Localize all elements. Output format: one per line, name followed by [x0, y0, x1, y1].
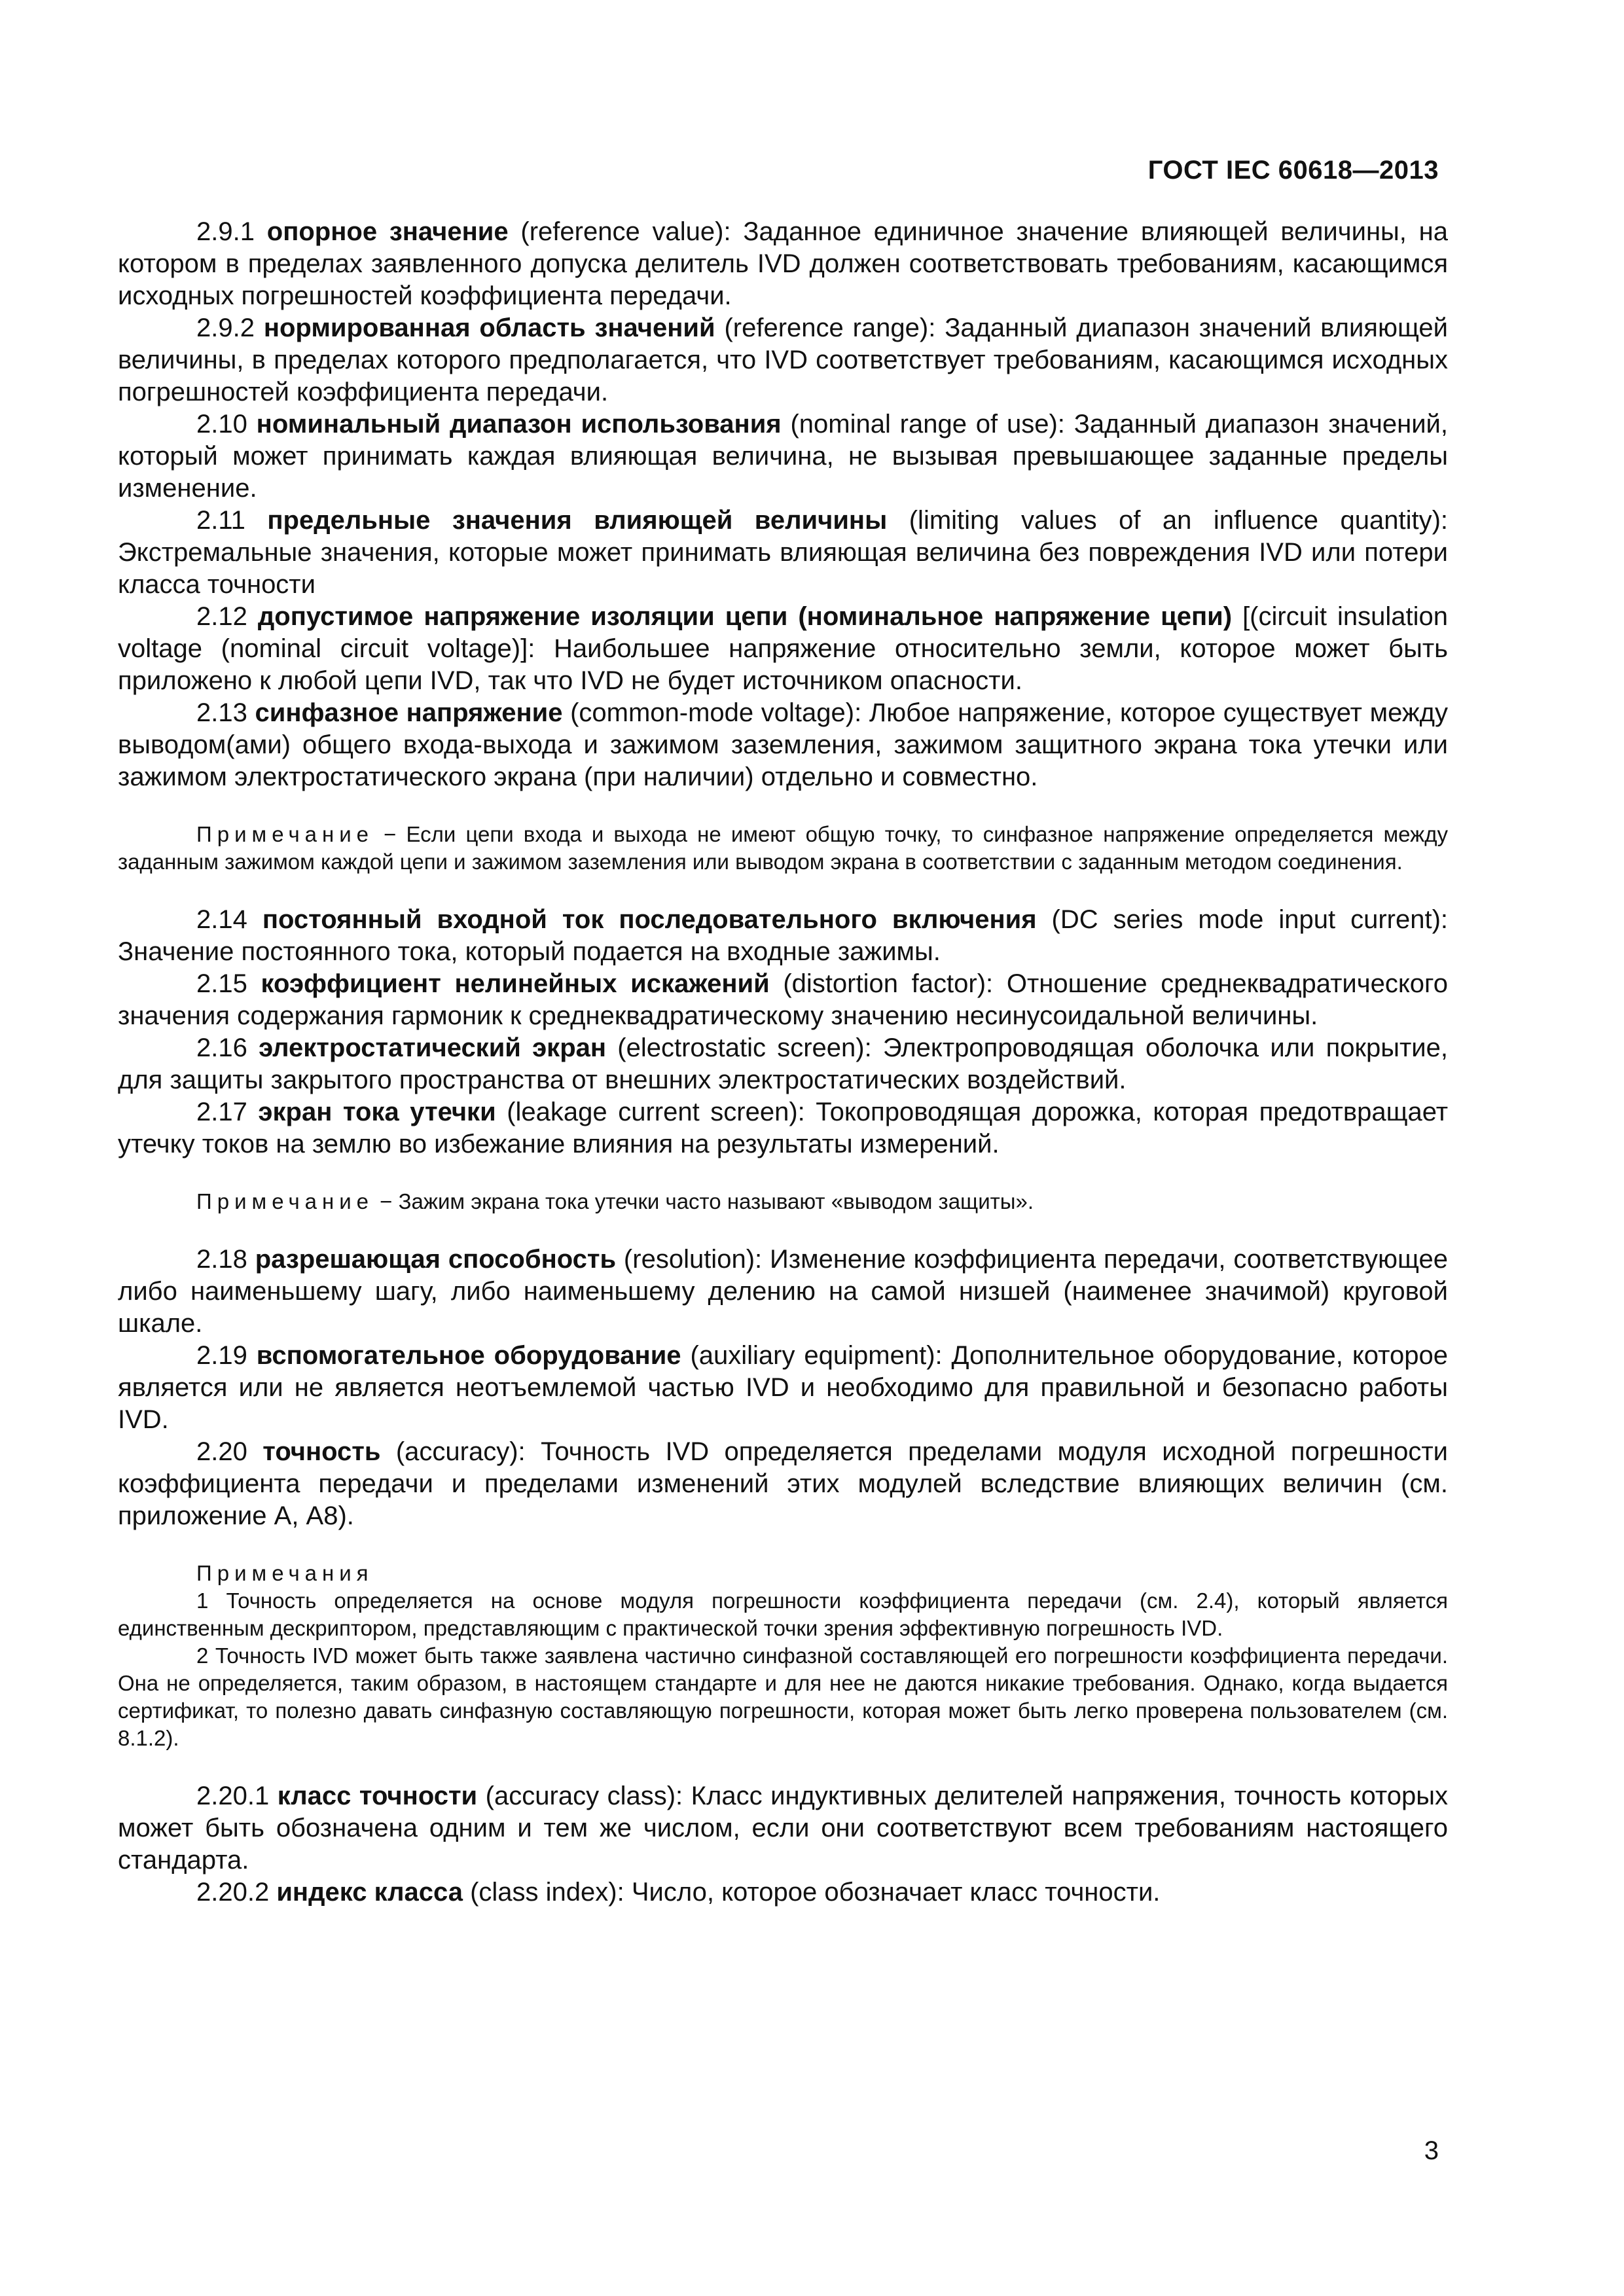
- clause-number: 2.11: [196, 506, 268, 535]
- definition: (class index): Число, которое обозначает класс точности.: [462, 1878, 1161, 1907]
- definition: (reference value): Заданное единичное значение влияющей величины, на котором в пределах заявленного допуска делитель IVD должен соответствовать требованиям, касающимся исходных погрешностей коэффициента передачи.: [118, 217, 1449, 310]
- definition: (auxiliary equipment): Дополнительное оборудование, которое является или не является неотъемлемой частью IVD и необходимо для правильной и безопасно работы IVD.: [118, 1341, 1448, 1434]
- definition: (distortion factor): Отношение среднеквадратического значения содержания гармоник к среднеквадратическому значению несинусоидальной величины.: [118, 969, 1449, 1030]
- definition: (accuracy): Точность IVD определяется пределами модуля исходной погрешности коэффициента передачи и пределами изменений этих модулей вследствие влияющих величин (см. приложение А, А8).: [118, 1437, 1448, 1530]
- clause-number: 2.20: [196, 1437, 263, 1466]
- definition: (leakage current screen): Токопроводящая дорожка, которая предотвращает утечку токов на землю во избежание влияния на результаты измерений.: [118, 1098, 1449, 1158]
- clause-number: 2.9.2: [196, 314, 264, 342]
- note-text: − Зажим экрана тока утечки часто называют «выводом защиты».: [374, 1189, 1034, 1213]
- definition: (reference range): Заданный диапазон значений влияющей величины, в пределах которого предполагается, что IVD соответствует требованиям, касающимся исходных погрешностей коэффициента передачи.: [118, 314, 1448, 406]
- definition: (accuracy class): Класс индуктивных делителей напряжения, точность которых может быть обозначена одним и тем же числом, если они соответствуют всем требованиям настоящего стандарта.: [118, 1782, 1449, 1874]
- document-header: ГОСТ IEC 60618—2013: [1147, 156, 1439, 185]
- clause-number: 2.16: [196, 1033, 259, 1062]
- term: электростатический экран: [259, 1033, 607, 1062]
- clause-number: 2.12: [196, 602, 258, 631]
- term: коэффициент нелинейных искажений: [261, 969, 770, 998]
- paragraph-2-20: [118, 1436, 1448, 1532]
- term: точность: [262, 1437, 381, 1466]
- paragraph-2-18: [118, 1244, 1448, 1340]
- paragraph-2-20-2: [118, 1876, 1448, 1909]
- clause-number: 2.18: [196, 1245, 255, 1274]
- paragraph-2-9-2: [118, 312, 1448, 408]
- term: опорное значение: [266, 217, 509, 246]
- definition: (common-mode voltage): Любое напряжение, которое существует между выводом(ами) общего входа-выхода и зажимом заземления, зажимом защитного экрана тока утечки или зажимом электростатического экрана (при наличии) отдельно и совместно.: [118, 698, 1448, 791]
- term: экран тока утечки: [258, 1098, 496, 1126]
- paragraph-2-20-1: [118, 1780, 1448, 1876]
- term: допустимое напряжение изоляции цепи (номинальное напряжение цепи): [257, 602, 1233, 631]
- term: вспомогательное оборудование: [256, 1341, 681, 1370]
- note-text: − Если цепи входа и выхода не имеют общую точку, то синфазное напряжение определяется между заданным зажимом каждой цепи и зажимом заземления или выводом экрана в соответствии с заданным методом соединения.: [118, 822, 1448, 874]
- page-number: 3: [1424, 2136, 1439, 2165]
- term: постоянный входной ток последовательного включения: [262, 905, 1037, 934]
- paragraph-2-14: [118, 904, 1448, 968]
- definition: (electrostatic screen): Электропроводящая оболочка или покрытие, для защиты закрытого пространства от внешних электростатических воздействий.: [118, 1033, 1448, 1094]
- paragraph-2-17: [118, 1096, 1448, 1160]
- paragraph-2-15: [118, 968, 1448, 1032]
- note-1-2-20: 1 Точность определяется на основе модуля погрешности коэффициента передачи (см. 2.4), который является единственным дескриптором, представляющим с практической точки зрения эффективную погрешность IVD.: [118, 1588, 1448, 1640]
- paragraph-2-10: [118, 408, 1448, 505]
- definition: [(circuit insulation voltage (nominal circuit voltage)]: Наибольшее напряжение относительно земли, которое может быть приложено к любой цепи IVD, так что IVD не будет источником опасности.: [118, 602, 1448, 695]
- clause-number: 2.20.2: [196, 1878, 277, 1907]
- note-2-2-20: 2 Точность IVD может быть также заявлена частично синфазной составляющей его погрешности коэффициента передачи. Она не определяется, таким образом, в настоящем стандарте и для нее не даются никакие требования. Однако, когда выдается сертификат, то полезно давать синфазную составляющую погрешности, которая может быть легко проверена пользователем (см. 8.1.2).: [118, 1643, 1448, 1750]
- note-2-13: [118, 821, 1448, 876]
- clause-number: 2.13: [196, 698, 255, 727]
- term: класс точности: [277, 1782, 478, 1810]
- clause-number: 2.9.1: [196, 217, 267, 246]
- term: разрешающая способность: [255, 1245, 617, 1274]
- definition: (resolution): Изменение коэффициента передачи, соответствующее либо наименьшему шагу, либо наименьшему делению на самой низшей (наименее значимой) круговой шкале.: [118, 1245, 1449, 1338]
- paragraph-2-13: [118, 697, 1448, 793]
- paragraph-2-16: [118, 1032, 1448, 1096]
- note-label: Примечание: [196, 822, 374, 846]
- note-label: Примечание: [196, 1189, 374, 1213]
- term: предельные значения влияющей величины: [267, 506, 888, 535]
- term: индекс класса: [276, 1878, 463, 1907]
- paragraph-2-9-1: [118, 216, 1448, 312]
- definition: (nominal range of use): Заданный диапазон значений, который может принимать каждая влияющая величина, не вызывая превышающее заданные пределы изменение.: [118, 410, 1448, 503]
- clause-number: 2.15: [196, 969, 261, 998]
- term: синфазное напряжение: [255, 698, 563, 727]
- paragraph-2-19: [118, 1340, 1448, 1436]
- paragraph-2-11: [118, 505, 1448, 601]
- document-body: [118, 216, 1448, 1909]
- clause-number: 2.17: [196, 1098, 259, 1126]
- term: номинальный диапазон использования: [256, 410, 782, 439]
- paragraph-2-12: [118, 601, 1448, 697]
- definition: (DC series mode input current): Значение постоянного тока, который подается на входные зажимы.: [118, 905, 1448, 966]
- definition: (limiting values of an influence quantity): Экстремальные значения, которые может принимать влияющая величина без повреждения IVD или потери класса точности: [118, 506, 1449, 599]
- clause-number: 2.10: [196, 410, 257, 439]
- note-2-17: [118, 1188, 1448, 1215]
- clause-number: 2.19: [196, 1341, 257, 1370]
- clause-number: 2.20.1: [196, 1782, 278, 1810]
- notes-title: Примечания: [196, 1561, 374, 1585]
- clause-number: 2.14: [196, 905, 262, 934]
- term: нормированная область значений: [263, 314, 715, 342]
